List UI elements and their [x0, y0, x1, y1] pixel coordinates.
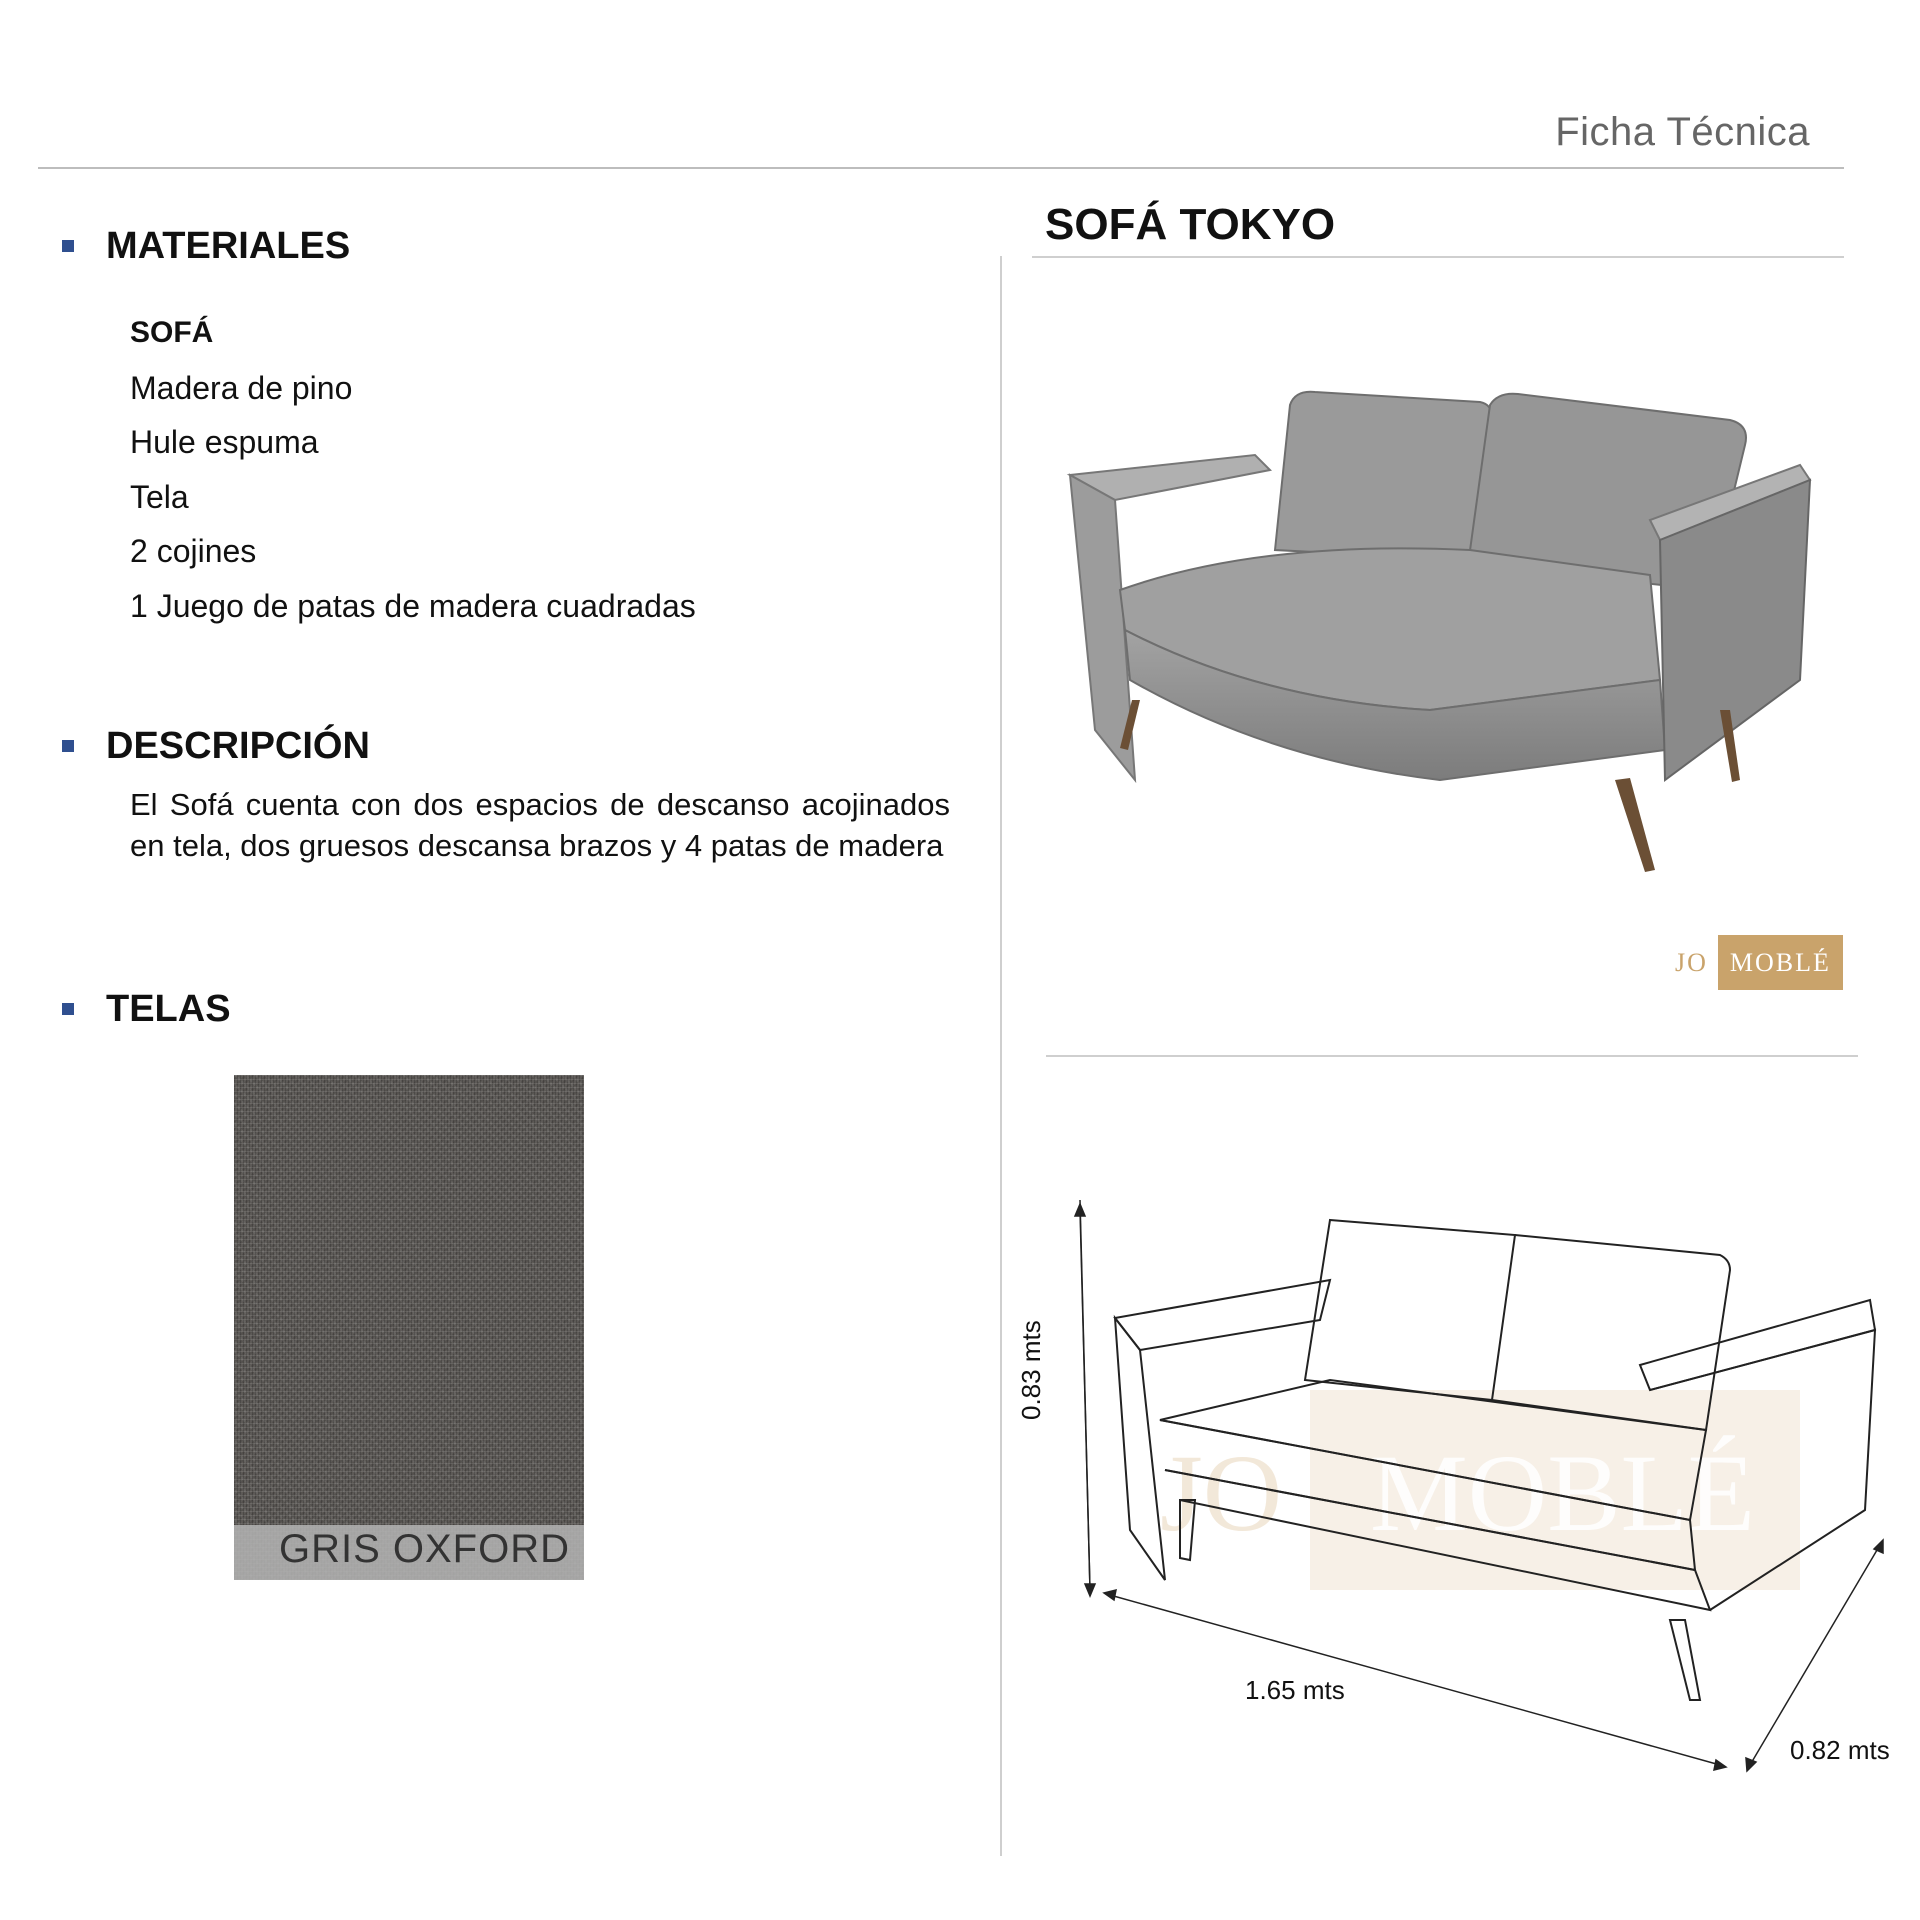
description-text: El Sofá cuenta con dos espacios de descanso acojinados en tela, dos gruesos descansa brazos y 4 patas de madera [130, 787, 950, 863]
brand-logo-part1: JO [1675, 947, 1708, 977]
fabrics-bullet-icon [62, 1003, 74, 1015]
fabrics-heading: TELAS [106, 988, 231, 1030]
material-item: 2 cojines [130, 533, 257, 569]
description-heading: DESCRIPCIÓN [106, 725, 370, 767]
material-item: Hule espuma [130, 424, 319, 460]
height-dimension: 0.83 mts [1016, 1320, 1046, 1420]
header-divider [38, 167, 1844, 169]
dimension-diagram [1030, 1200, 1890, 1800]
brand-logo [1665, 935, 1843, 990]
column-divider [1000, 256, 1002, 1856]
watermark-text-jo: JO [1160, 1432, 1283, 1554]
section-divider [1046, 1055, 1858, 1057]
material-item: Madera de pino [130, 370, 353, 406]
materials-subheading: SOFÁ [130, 316, 214, 349]
swatch-label: GRIS OXFORD [278, 1527, 570, 1571]
watermark-text-moble: MOBLÉ [1370, 1432, 1755, 1554]
description-bullet-icon [62, 740, 74, 752]
product-title: SOFÁ TOKYO [1045, 200, 1336, 249]
materials-heading: MATERIALES [106, 225, 351, 267]
fabric-swatch [234, 1075, 584, 1580]
document-title: Ficha Técnica [1555, 110, 1810, 154]
sofa-photo [1040, 380, 1820, 900]
material-item: Tela [130, 479, 189, 515]
materials-bullet-icon [62, 240, 74, 252]
width-dimension: 1.65 mts [1245, 1675, 1345, 1705]
brand-logo-part2: MOBLÉ [1718, 935, 1843, 990]
material-item: 1 Juego de patas de madera cuadradas [130, 588, 696, 624]
depth-dimension: 0.82 mts [1790, 1735, 1890, 1765]
product-title-divider [1032, 256, 1844, 258]
